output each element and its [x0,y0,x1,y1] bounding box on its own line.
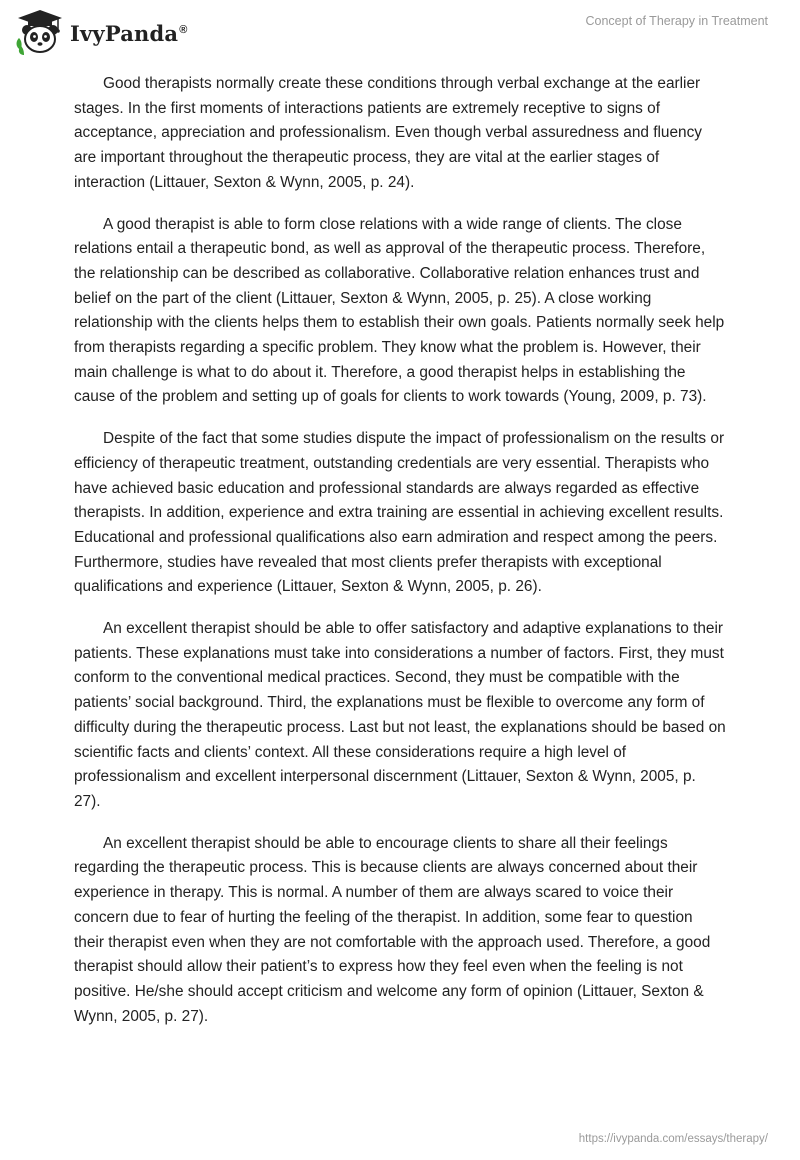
document-title: Concept of Therapy in Treatment [585,14,768,28]
paragraph: An excellent therapist should be able to offer satisfactory and adaptive explanations to their patients. These explanations must take into considerations a number of factors. First, they must conform to the conventional medical practices. Second, they must be compatible with the patients’ social background. Third, the explanations must be flexible to overcome any form of difficulty during the therapeutic process. Last but not least, the explanations should be based on scientific facts and clients’ context. All these considerations require a high level of professionalism and excellent interpersonal discernment (Littauer, Sexton & Wynn, 2005, p. 27). [74,620,726,810]
source-url[interactable]: https://ivypanda.com/essays/therapy/ [578,1133,768,1145]
paragraph: Despite of the fact that some studies dispute the impact of professionalism on the results or efficiency of therapeutic treatment, outstanding credentials are very essential. Therapists who have achieved basic education and professional standards are always regarded as effective therapists. In addition, experience and extra training are essential in achieving excellent results. Educational and professional qualifications also earn admiration and respect among the peers. Furthermore, studies have revealed that most clients prefer therapists with exceptional qualifications and experience (Littauer, Sexton & Wynn, 2005, p. 26). [74,430,725,596]
paragraph: A good therapist is able to form close relations with a wide range of clients. The close relations entail a therapeutic bond, as well as approval of the therapeutic process. Therefore, the relationship can be described as collaborative. Collaborative relation enhances trust and belief on the part of the client (Littauer, Sexton & Wynn, 2005, p. 25). A close working relationship with the clients helps them to establish their own goals. Patients normally seek help from therapists regarding a specific problem. They know what the problem is. However, their main challenge is what to do about it. Therefore, a good therapist helps in establishing the cause of the problem and setting up of goals for clients to work towards (Young, 2009, p. 73). [74,215,725,406]
essay-body [74,72,726,1046]
page-header [0,0,800,70]
paragraph: An excellent therapist should be able to encourage clients to share all their feelings regarding the therapeutic process. This is because clients are always concerned about their experience in therapy. This is normal. A number of them are always scared to voice their concern due to fear of hurting the feeling of the therapist. In addition, some fear to question their therapist even when they are not comfortable with the approach used. Therefore, a good therapist should allow their patient’s to express how they feel even when the feeling is not positive. He/she should accept criticism and welcome any form of opinion (Littauer, Sexton & Wynn, 2005, p. 27). [74,834,711,1025]
paragraph: Good therapists normally create these conditions through verbal exchange at the earlier stages. In the first moments of interactions patients are extremely receptive to signs of acceptance, appreciation and professionalism. Even though verbal assuredness and fluency are important throughout the therapeutic process, they are vital at the earlier stages of interaction (Littauer, Sexton & Wynn, 2005, p. 24). [74,75,702,191]
logo-text: IvyPanda® [70,20,188,46]
panda-graduate-icon [14,8,66,56]
ivypanda-logo[interactable] [14,8,188,56]
